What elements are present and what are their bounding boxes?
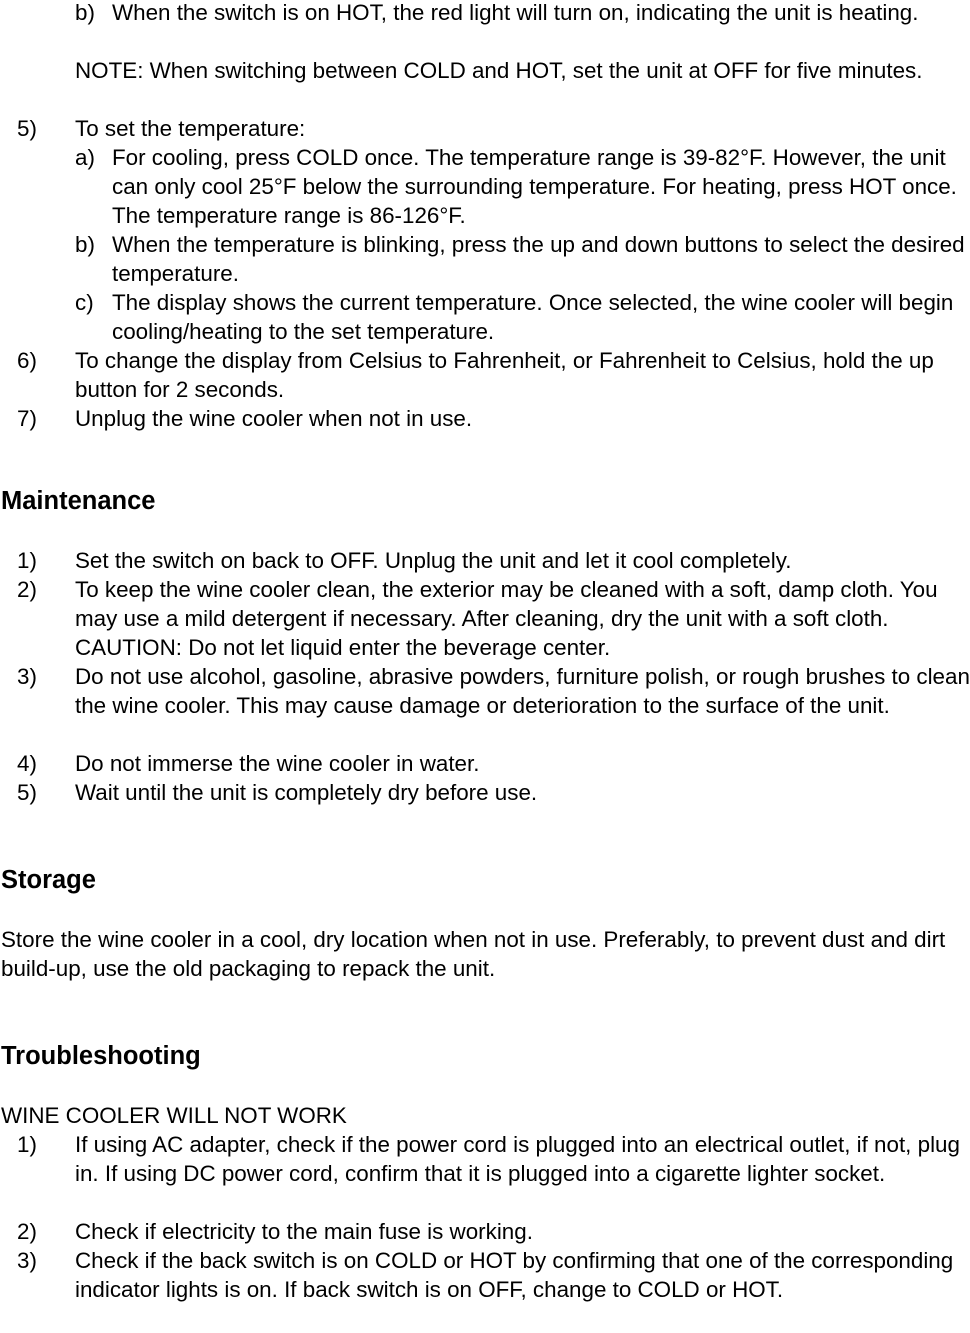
step7: [0, 404, 970, 433]
item-text: Do not use alcohol, gasoline, abrasive powders, furniture polish, or rough brushes to clean the wine cooler. This may cause damage or deterioration to the surface of the unit.: [75, 664, 970, 718]
item-text: To keep the wine cooler clean, the exterior may be cleaned with a soft, damp cloth. You may use a mild detergent if necessary. After cleaning, dry the unit with a soft cloth. CAUTION: Do not let liquid enter the beverage center.: [75, 577, 938, 660]
item-text: Wait until the unit is completely dry before use.: [75, 780, 538, 805]
sub-letter: a): [75, 145, 95, 170]
sub-text: For cooling, press COLD once. The temperature range is 39-82°F. However, the unit can only cool 25°F below the surrounding temperature. For heating, press HOT once. The temperature range is 86-126°F.: [112, 145, 957, 228]
list-item: [0, 1130, 970, 1217]
list-item: [0, 749, 970, 778]
step5-sub-b: [0, 230, 970, 288]
sub-text: The display shows the current temperature. Once selected, the wine cooler will begin cooling/heating to the set temperature.: [112, 290, 954, 344]
troubleshooting-subheading: WINE COOLER WILL NOT WORK: [1, 1103, 347, 1128]
list-item: [0, 662, 970, 749]
item-number: 3): [17, 664, 37, 689]
item-number: 2): [17, 577, 37, 602]
maintenance-heading: Maintenance: [1, 487, 156, 515]
step5-sub-c: [0, 288, 970, 346]
list-item: [0, 778, 970, 807]
step-text: To set the temperature:: [75, 116, 306, 141]
step6: [0, 346, 970, 404]
sub-letter: c): [75, 290, 94, 315]
item-number: 2): [17, 1219, 37, 1244]
list-item: [0, 1217, 970, 1246]
storage-heading: Storage: [1, 866, 96, 894]
note-text: NOTE: When switching between COLD and HOT, set the unit at OFF for five minutes.: [75, 58, 923, 83]
sub-text: When the switch is on HOT, the red light will turn on, indicating the unit is heating.: [112, 0, 919, 25]
item-number: 1): [17, 548, 37, 573]
item-number: 3): [17, 1248, 37, 1273]
storage-paragraph: Store the wine cooler in a cool, dry location when not in use. Preferably, to prevent dust and dirt build-up, use the old packaging to repack the unit.: [1, 927, 946, 981]
item-text: If using AC adapter, check if the power cord is plugged into an electrical outlet, if not, plug in. If using DC power cord, confirm that it is plugged into a cigarette lighter socket.: [75, 1132, 960, 1186]
step-number: 7): [17, 406, 37, 431]
item-text: Do not immerse the wine cooler in water.: [75, 751, 480, 776]
step5: [0, 114, 970, 143]
sub-letter: b): [75, 0, 95, 25]
item-number: 5): [17, 780, 37, 805]
list-item: [0, 575, 970, 662]
sub-text: When the temperature is blinking, press the up and down buttons to select the desired temperature.: [112, 232, 965, 286]
list-item: [0, 546, 970, 575]
sub-letter: b): [75, 232, 95, 257]
step5-sub-a: [0, 143, 970, 230]
step-number: 6): [17, 348, 37, 373]
item-number: 4): [17, 751, 37, 776]
item-text: Check if electricity to the main fuse is working.: [75, 1219, 533, 1244]
step4-sub-b: [0, 0, 970, 56]
item-text: Set the switch on back to OFF. Unplug the unit and let it cool completely.: [75, 548, 792, 573]
item-text: Check if the back switch is on COLD or HOT by confirming that one of the corresponding indicator lights is on. If back switch is on OFF, change to COLD or HOT.: [75, 1248, 954, 1302]
maintenance-list: [0, 546, 970, 807]
step-number: 5): [17, 116, 37, 141]
list-item: [0, 1246, 970, 1333]
troubleshooting-heading: Troubleshooting: [1, 1042, 201, 1070]
step-text: Unplug the wine cooler when not in use.: [75, 406, 473, 431]
continued-instructions: [0, 0, 970, 433]
item-number: 1): [17, 1132, 37, 1157]
troubleshooting-list: [0, 1130, 970, 1333]
step-text: To change the display from Celsius to Fahrenheit, or Fahrenheit to Celsius, hold the up button for 2 seconds.: [75, 348, 934, 402]
step4-note: [0, 56, 970, 114]
